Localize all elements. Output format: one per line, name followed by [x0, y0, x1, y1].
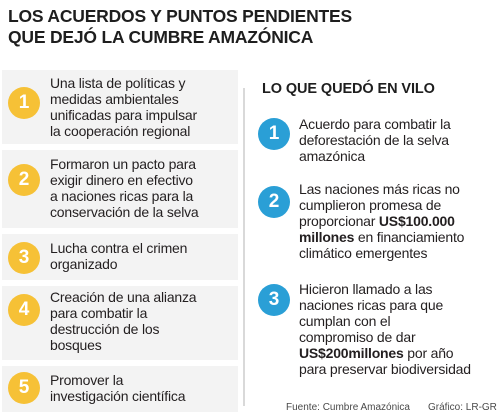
pending-text-1: Acuerdo para combatir la deforestación de la selva amazónica	[299, 116, 451, 164]
amount-100000: US$100.000	[378, 213, 455, 229]
agreements-column	[0, 0, 240, 418]
pending-text-2: Las naciones más ricas no cumplieron promesa de proporcionar US$100.000 millones en financiamiento climático emergentes	[299, 181, 465, 261]
agreement-item-1	[2, 70, 238, 144]
column-divider	[243, 88, 245, 406]
amount-200millones: US$200millones	[299, 345, 404, 361]
number-badge-1: 1	[8, 87, 40, 119]
pending-heading: LO QUE QUEDÓ EN VILO	[262, 81, 435, 97]
agreement-text-5: Promover la investigación científica	[50, 372, 186, 404]
agreement-text-3: Lucha contra el crimen organizado	[50, 240, 188, 272]
agreement-item-5	[2, 366, 238, 412]
pending-badge-2: 2	[258, 186, 290, 218]
source-note: Fuente: Cumbre Amazónica	[286, 402, 410, 413]
number-badge-4: 4	[8, 294, 40, 326]
number-badge-3: 3	[8, 242, 40, 274]
agreement-item-2	[2, 150, 238, 228]
graphic-credit: Gráfico: LR-GR	[428, 402, 497, 413]
amount-millones: millones	[299, 229, 355, 245]
pending-text-3: Hicieron llamado a las naciones ricas para que cumplan con el compromiso de dar US$200millones por año para preservar biodiversidad	[299, 281, 471, 377]
title-line-2: QUE DEJÓ LA CUMBRE AMAZÓNICA	[8, 27, 314, 47]
agreement-text-2: Formaron un pacto para exigir dinero en efectivo a naciones ricas para la conservación de la selva	[50, 156, 199, 220]
title-line-1: LOS ACUERDOS Y PUNTOS PENDIENTES	[8, 6, 352, 26]
agreement-text-1: Una lista de políticas y medidas ambientales unificadas para impulsar la cooperación regional	[50, 75, 197, 139]
number-badge-5: 5	[8, 372, 40, 404]
pending-badge-3: 3	[258, 284, 290, 316]
agreement-text-4: Creación de una alianza para combatir la destrucción de los bosques	[50, 289, 197, 353]
agreement-item-3	[2, 234, 238, 280]
number-badge-2: 2	[8, 164, 40, 196]
pending-badge-1: 1	[258, 118, 290, 150]
agreement-item-4	[2, 286, 238, 360]
